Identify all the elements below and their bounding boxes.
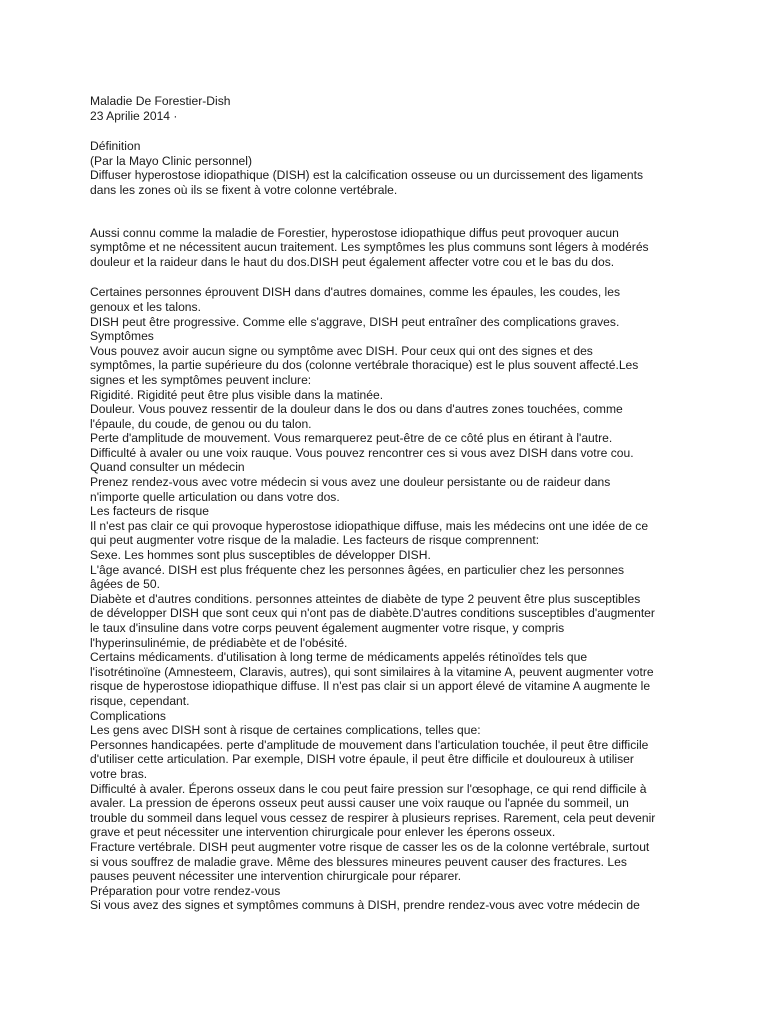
text-line: d'utiliser cette articulation. Par exemple, DISH votre épaule, il peut être difficile et douloureux à utiliser <box>90 752 634 767</box>
text-line: Les facteurs de risque <box>90 504 209 519</box>
text-line: Prenez rendez-vous avec votre médecin si vous avez une douleur persistante ou de raideur dans <box>90 475 611 490</box>
document-date: 23 Aprilie 2014 · <box>90 108 178 123</box>
spacer <box>90 269 674 285</box>
text-line: âgées de 50. <box>90 577 160 592</box>
text-line: Sexe. Les hommes sont plus susceptibles de développer DISH. <box>90 548 431 563</box>
text-line: Diabète et d'autres conditions. personnes atteintes de diabète de type 2 peuvent être plus susceptibles <box>90 591 641 606</box>
text-line: (Par la Mayo Clinic personnel) <box>90 153 252 168</box>
text-line: l'épaule, du coude, de genou ou du talon. <box>90 416 312 431</box>
text-line: symptômes, la partie supérieure du dos (colonne vertébrale thoracique) est le plus souvent affecté.Les <box>90 358 639 373</box>
text-line: Certains médicaments. d'utilisation à long terme de médicaments appelés rétinoïdes tels que <box>90 650 588 665</box>
text-line: Quand consulter un médecin <box>90 460 245 475</box>
text-line: Personnes handicapées. perte d'amplitude de mouvement dans l'articulation touchée, il peut être difficile <box>90 737 649 752</box>
text-line: Rigidité. Rigidité peut être plus visible dans la matinée. <box>90 387 384 402</box>
text-line: Douleur. Vous pouvez ressentir de la douleur dans le dos ou dans d'autres zones touchées, comme <box>90 402 623 417</box>
text-line: Difficulté à avaler ou une voix rauque. Vous pouvez rencontrer ces si vous avez DISH dans votre cou. <box>90 445 634 460</box>
text-line: Aussi connu comme la maladie de Forestier, hyperostose idiopathique diffus peut provoquer aucun <box>90 225 619 240</box>
definition-section <box>90 139 674 197</box>
text-line: douleur et la raideur dans le haut du dos.DISH peut également affecter votre cou et le bas du dos. <box>90 254 615 269</box>
text-line: symptôme et ne nécessitent aucun traitement. Les symptômes les plus communs sont légers à modérés <box>90 240 649 255</box>
intro-section <box>90 226 674 270</box>
text-line: pauses peuvent nécessiter une intervention chirurgicale pour réparer. <box>90 869 462 884</box>
text-line: Définition <box>90 139 141 154</box>
text-line: risque de hyperostose idiopathique diffuse. Il n'est pas clair si un apport élevé de vitamine A augmente le <box>90 679 651 694</box>
text-line: Il n'est pas clair ce qui provoque hyperostose idiopathique diffuse, mais les médecins ont une idée de ce <box>90 518 649 533</box>
text-line: genoux et les talons. <box>90 299 201 314</box>
text-line: Vous pouvez avoir aucun signe ou symptôme avec DISH. Pour ceux qui ont des signes et des <box>90 343 593 358</box>
text-line: grave et peut nécessiter une intervention chirurgicale pour enlever les éperons osseux. <box>90 825 556 840</box>
text-line: DISH peut être progressive. Comme elle s'aggrave, DISH peut entraîner des complications graves. <box>90 314 620 329</box>
text-line: avaler. La pression de éperons osseux peut aussi causer une voix rauque ou l'apnée du sommeil, un <box>90 796 629 811</box>
text-line: Perte d'amplitude de mouvement. Vous remarquerez peut-être de ce côté plus en étirant à l'autre. <box>90 431 613 446</box>
text-line: de développer DISH que sont ceux qui n'ont pas de diabète.D'autres conditions susceptibles d'augmenter <box>90 606 655 621</box>
text-line: l'hyperinsulinémie, de prédiabète et de l'obésité. <box>90 635 348 650</box>
text-line: Si vous avez des signes et symptômes communs à DISH, prendre rendez-vous avec votre médecin de <box>90 898 640 913</box>
text-line: Complications <box>90 708 166 723</box>
text-line: Diffuser hyperostose idiopathique (DISH) est la calcification osseuse ou un durcissement des ligaments <box>90 168 644 183</box>
text-line: signes et les symptômes peuvent inclure: <box>90 372 312 387</box>
text-line: le taux d'insuline dans votre corps peuvent également augmenter votre risque, y compris <box>90 621 565 635</box>
text-line: risque, cependant. <box>90 693 190 708</box>
text-line: Symptômes <box>90 329 154 344</box>
spacer <box>90 123 674 139</box>
text-line: Difficulté à avaler. Éperons osseux dans le cou peut faire pression sur l'œsophage, ce qui rend difficile à <box>90 781 647 796</box>
text-line: si vous souffrez de maladie grave. Même des blessures mineures peuvent causer des fractures. Les <box>90 854 627 869</box>
text-line: Certaines personnes éprouvent DISH dans d'autres domaines, comme les épaules, les coudes, les <box>90 285 621 300</box>
text-line: L'âge avancé. DISH est plus fréquente chez les personnes âgées, en particulier chez les personnes <box>90 562 625 577</box>
body-section <box>90 285 674 913</box>
spacer <box>90 198 674 226</box>
text-line: dans les zones où ils se fixent à votre colonne vertébrale. <box>90 182 398 197</box>
document-title: Maladie De Forestier-Dish <box>90 94 231 108</box>
text-line: n'importe quelle articulation ou dans votre dos. <box>90 489 340 504</box>
text-line: Fracture vertébrale. DISH peut augmenter votre risque de casser les os de la colonne vertébrale, surtout <box>90 839 650 854</box>
text-line: Les gens avec DISH sont à risque de certaines complications, telles que: <box>90 723 481 738</box>
text-line: l'isotrétinoïne (Amnesteem, Claravis, autres), qui sont similaires à la vitamine A, peuvent augmenter votre <box>90 664 654 679</box>
text-line: votre bras. <box>90 766 148 781</box>
text-line: Préparation pour votre rendez-vous <box>90 883 281 898</box>
text-line: trouble du sommeil dans lequel vous cessez de respirer à plusieurs reprises. Rarement, cela peut devenir <box>90 810 656 825</box>
text-line: qui peut augmenter votre risque de la maladie. Les facteurs de risque comprennent: <box>90 533 540 548</box>
